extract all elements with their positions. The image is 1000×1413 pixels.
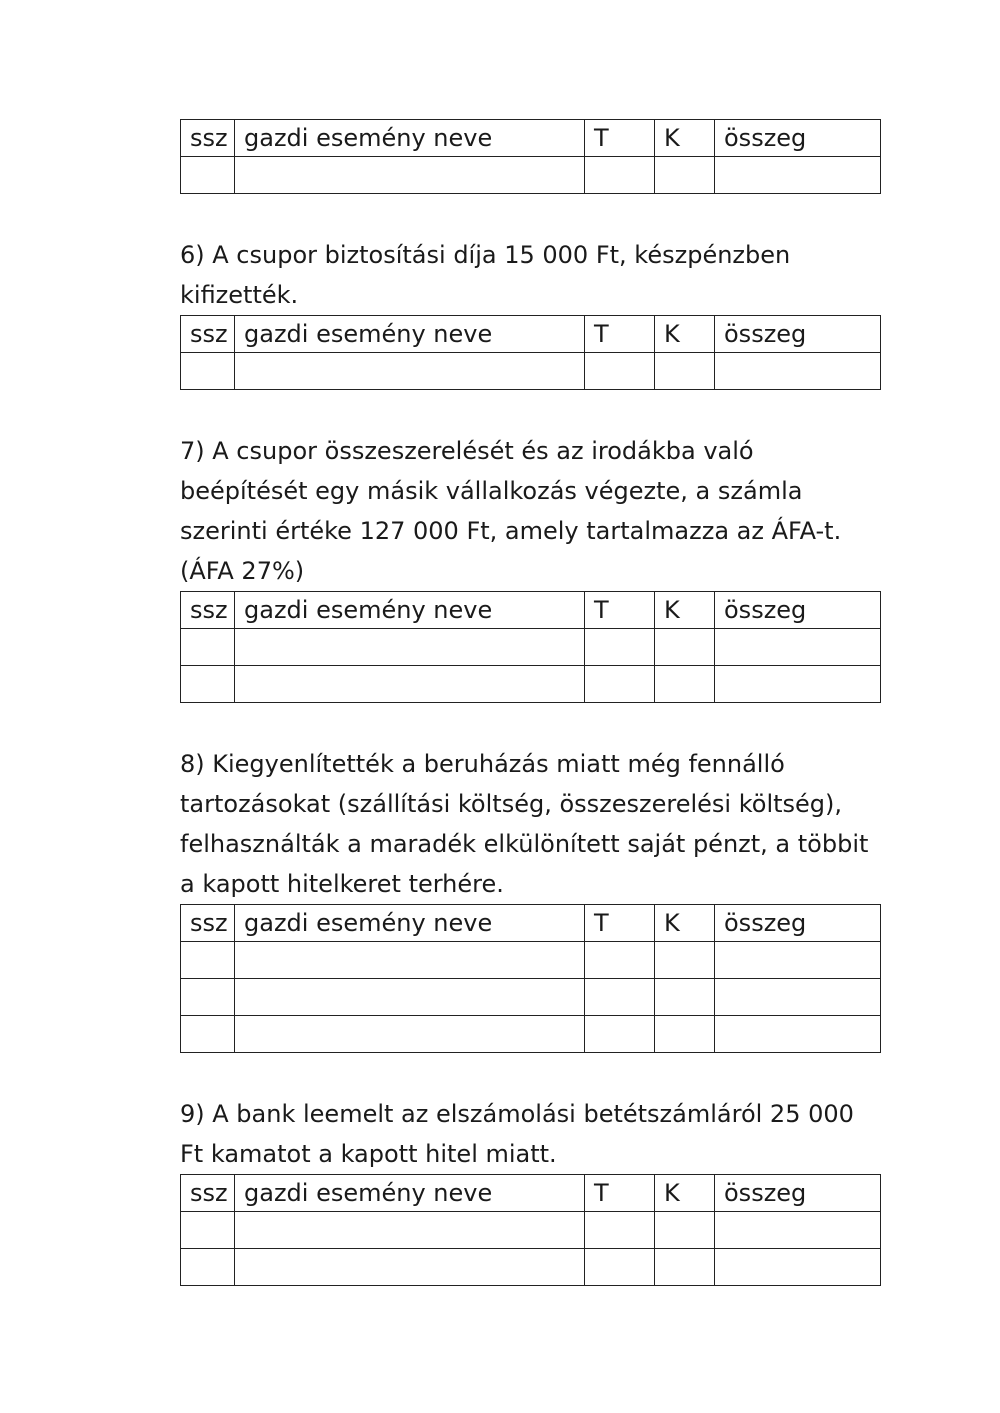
cell-ssz[interactable]	[181, 1016, 235, 1053]
cell-event-name[interactable]	[235, 1212, 585, 1249]
cell-event-name[interactable]	[235, 629, 585, 666]
cell-credit[interactable]	[655, 1212, 715, 1249]
cell-ssz[interactable]	[181, 629, 235, 666]
header-event-name: gazdi esemény neve	[235, 905, 585, 942]
cell-debit[interactable]	[585, 353, 655, 390]
header-event-name: gazdi esemény neve	[235, 316, 585, 353]
cell-credit[interactable]	[655, 942, 715, 979]
task-description: 7) A csupor összeszerelését és az irodákba való beépítését egy másik vállalkozás végezte, a számla szerinti értéke 127 000 Ft, amely tartalmazza az ÁFA-t. (ÁFA 27%)	[180, 437, 849, 585]
header-credit: K	[655, 120, 715, 157]
cell-debit[interactable]	[585, 157, 655, 194]
header-debit: T	[585, 1175, 655, 1212]
task-description: 8) Kiegyenlítették a beruházás miatt még fennálló tartozásokat (szállítási költség, összeszerelési költség), felhasználták a maradék elkülönített saját pénzt, a többit a kapott hitelkeret terhére.	[180, 750, 877, 898]
header-event-name: gazdi esemény neve	[235, 592, 585, 629]
header-debit: T	[585, 905, 655, 942]
header-debit: T	[585, 592, 655, 629]
cell-credit[interactable]	[655, 1249, 715, 1286]
cell-amount[interactable]	[715, 979, 881, 1016]
header-ssz: ssz	[181, 592, 235, 629]
cell-credit[interactable]	[655, 353, 715, 390]
task-description: 9) A bank leemelt az elszámolási betétszámláról 25 000 Ft kamatot a kapott hitel miatt.	[180, 1100, 862, 1168]
task-block-9	[180, 1094, 880, 1286]
header-debit: T	[585, 316, 655, 353]
cell-debit[interactable]	[585, 942, 655, 979]
table-row	[181, 666, 881, 703]
cell-ssz[interactable]	[181, 666, 235, 703]
table-header-row	[181, 592, 881, 629]
cell-debit[interactable]	[585, 666, 655, 703]
table-row	[181, 942, 881, 979]
ledger-table	[180, 904, 881, 1053]
cell-debit[interactable]	[585, 979, 655, 1016]
header-ssz: ssz	[181, 316, 235, 353]
cell-debit[interactable]	[585, 629, 655, 666]
table-row	[181, 1249, 881, 1286]
table-row	[181, 629, 881, 666]
cell-ssz[interactable]	[181, 157, 235, 194]
table-header-row	[181, 120, 881, 157]
task-description: 6) A csupor biztosítási díja 15 000 Ft, készpénzben kifizették.	[180, 241, 798, 309]
ledger-table	[180, 119, 881, 194]
header-debit: T	[585, 120, 655, 157]
table-row	[181, 1212, 881, 1249]
table-header-row	[181, 316, 881, 353]
cell-amount[interactable]	[715, 666, 881, 703]
table-row	[181, 157, 881, 194]
cell-credit[interactable]	[655, 629, 715, 666]
task-block-8	[180, 744, 880, 1053]
table-row	[181, 1016, 881, 1053]
table-header-row	[181, 905, 881, 942]
cell-amount[interactable]	[715, 353, 881, 390]
header-amount: összeg	[715, 592, 881, 629]
header-amount: összeg	[715, 905, 881, 942]
cell-amount[interactable]	[715, 1016, 881, 1053]
cell-event-name[interactable]	[235, 1249, 585, 1286]
cell-event-name[interactable]	[235, 157, 585, 194]
cell-event-name[interactable]	[235, 942, 585, 979]
header-credit: K	[655, 592, 715, 629]
cell-ssz[interactable]	[181, 1212, 235, 1249]
header-credit: K	[655, 316, 715, 353]
cell-event-name[interactable]	[235, 666, 585, 703]
header-ssz: ssz	[181, 120, 235, 157]
header-amount: összeg	[715, 1175, 881, 1212]
cell-ssz[interactable]	[181, 979, 235, 1016]
header-credit: K	[655, 905, 715, 942]
cell-debit[interactable]	[585, 1016, 655, 1053]
cell-ssz[interactable]	[181, 353, 235, 390]
cell-amount[interactable]	[715, 942, 881, 979]
cell-credit[interactable]	[655, 157, 715, 194]
table-row	[181, 979, 881, 1016]
header-ssz: ssz	[181, 1175, 235, 1212]
cell-amount[interactable]	[715, 629, 881, 666]
header-event-name: gazdi esemény neve	[235, 1175, 585, 1212]
cell-amount[interactable]	[715, 1249, 881, 1286]
ledger-table	[180, 315, 881, 390]
cell-credit[interactable]	[655, 1016, 715, 1053]
task-block-7	[180, 431, 880, 703]
header-amount: összeg	[715, 120, 881, 157]
cell-amount[interactable]	[715, 1212, 881, 1249]
cell-amount[interactable]	[715, 157, 881, 194]
cell-debit[interactable]	[585, 1212, 655, 1249]
cell-credit[interactable]	[655, 666, 715, 703]
cell-event-name[interactable]	[235, 979, 585, 1016]
cell-event-name[interactable]	[235, 1016, 585, 1053]
task-block-6	[180, 235, 880, 390]
ledger-table	[180, 591, 881, 703]
cell-event-name[interactable]	[235, 353, 585, 390]
header-event-name: gazdi esemény neve	[235, 120, 585, 157]
table-header-row	[181, 1175, 881, 1212]
ledger-block-0	[180, 119, 880, 194]
header-amount: összeg	[715, 316, 881, 353]
header-ssz: ssz	[181, 905, 235, 942]
cell-ssz[interactable]	[181, 1249, 235, 1286]
cell-ssz[interactable]	[181, 942, 235, 979]
cell-debit[interactable]	[585, 1249, 655, 1286]
ledger-table	[180, 1174, 881, 1286]
header-credit: K	[655, 1175, 715, 1212]
cell-credit[interactable]	[655, 979, 715, 1016]
table-row	[181, 353, 881, 390]
